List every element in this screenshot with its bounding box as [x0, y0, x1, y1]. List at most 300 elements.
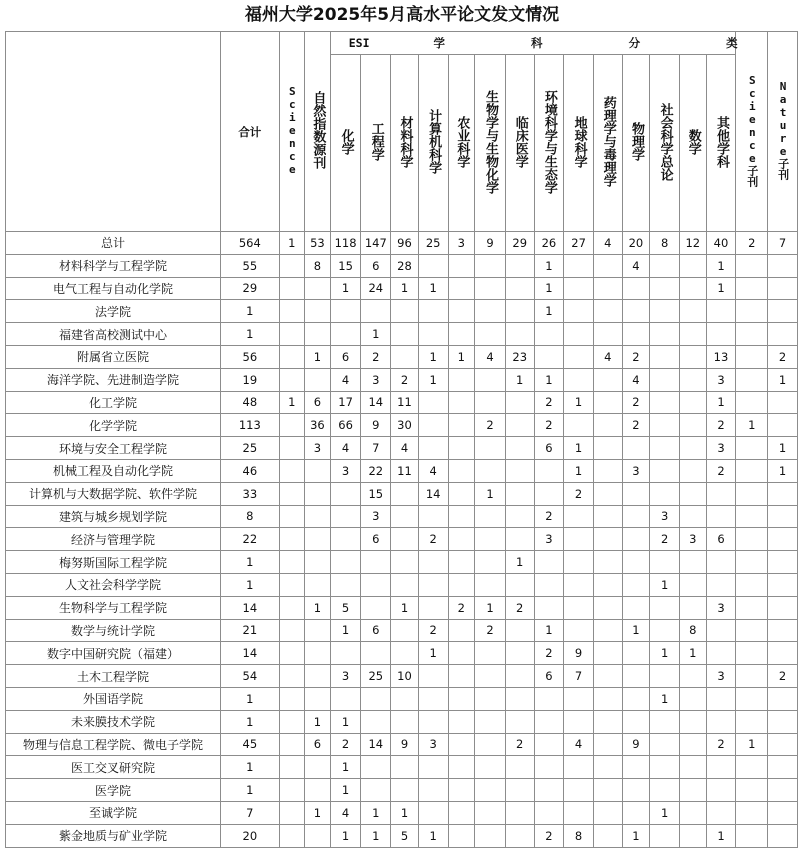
cell-value: 14 [361, 391, 391, 414]
cell-value: 1 [361, 824, 391, 847]
cell-value [622, 801, 650, 824]
cell-value [305, 300, 331, 323]
cell-value [593, 437, 622, 460]
cell-value [448, 528, 475, 551]
cell-value: 9 [361, 414, 391, 437]
cell-value [736, 824, 768, 847]
header-total: 合计 [221, 32, 279, 232]
cell-value: 4 [330, 801, 361, 824]
row-name: 至诚学院 [6, 801, 221, 824]
cell-value [279, 323, 305, 346]
cell-value [475, 756, 506, 779]
cell-value [622, 687, 650, 710]
cell-value [593, 642, 622, 665]
cell-value: 7 [361, 437, 391, 460]
cell-value: 8 [221, 505, 279, 528]
cell-value [650, 619, 680, 642]
cell-value [768, 551, 798, 574]
cell-value: 113 [221, 414, 279, 437]
table-row [6, 779, 798, 802]
cell-value [305, 665, 331, 688]
cell-value: 7 [768, 232, 798, 255]
table-row [6, 596, 798, 619]
table-row [6, 619, 798, 642]
header-nature-sub: Nature子刊 [768, 32, 798, 232]
cell-value: 53 [305, 232, 331, 255]
cell-value [768, 733, 798, 756]
cell-value [305, 528, 331, 551]
cell-value [505, 482, 534, 505]
cell-value [418, 505, 448, 528]
cell-value [706, 300, 736, 323]
row-name: 数字中国研究院（福建） [6, 642, 221, 665]
cell-value [622, 505, 650, 528]
cell-value [448, 391, 475, 414]
cell-value: 1 [279, 232, 305, 255]
table-row [6, 505, 798, 528]
cell-value: 1 [391, 801, 419, 824]
cell-value: 2 [706, 459, 736, 482]
cell-value: 1 [505, 551, 534, 574]
cell-value: 1 [361, 801, 391, 824]
cell-value [475, 368, 506, 391]
cell-value [475, 642, 506, 665]
cell-value [475, 323, 506, 346]
table-row [6, 528, 798, 551]
cell-value [679, 733, 706, 756]
cell-value [650, 414, 680, 437]
cell-value: 1 [221, 573, 279, 596]
cell-value: 1 [534, 619, 564, 642]
cell-value [361, 756, 391, 779]
cell-value: 2 [706, 733, 736, 756]
cell-value [361, 710, 391, 733]
cell-value [679, 505, 706, 528]
cell-value [768, 687, 798, 710]
cell-value: 1 [650, 801, 680, 824]
cell-value [391, 642, 419, 665]
cell-value [679, 459, 706, 482]
cell-value [622, 665, 650, 688]
esi-char-1: 学 [433, 36, 446, 50]
cell-value [564, 368, 594, 391]
row-name: 梅努斯国际工程学院 [6, 551, 221, 574]
cell-value [706, 482, 736, 505]
cell-value: 3 [706, 665, 736, 688]
cell-value: 6 [305, 391, 331, 414]
cell-value: 3 [330, 665, 361, 688]
cell-value [418, 391, 448, 414]
paper-stats-table [5, 31, 798, 848]
cell-value [679, 665, 706, 688]
cell-value [448, 368, 475, 391]
cell-value [768, 277, 798, 300]
cell-value [736, 665, 768, 688]
cell-value: 1 [534, 300, 564, 323]
row-name: 经济与管理学院 [6, 528, 221, 551]
cell-value [593, 687, 622, 710]
cell-value: 46 [221, 459, 279, 482]
cell-value [361, 573, 391, 596]
row-name: 计算机与大数据学院、软件学院 [6, 482, 221, 505]
cell-value [679, 391, 706, 414]
cell-value [679, 687, 706, 710]
cell-value: 1 [221, 300, 279, 323]
cell-value: 12 [679, 232, 706, 255]
cell-value: 2 [505, 733, 534, 756]
table-row [6, 756, 798, 779]
cell-value [593, 414, 622, 437]
cell-value: 1 [418, 345, 448, 368]
cell-value: 8 [564, 824, 594, 847]
cell-value: 1 [418, 642, 448, 665]
cell-value [330, 323, 361, 346]
cell-value [391, 687, 419, 710]
cell-value [768, 710, 798, 733]
cell-value: 4 [622, 254, 650, 277]
cell-value [593, 300, 622, 323]
cell-value [391, 710, 419, 733]
cell-value [448, 642, 475, 665]
cell-value [768, 642, 798, 665]
cell-value: 1 [679, 642, 706, 665]
header-esi-subject: 化学 [330, 55, 361, 232]
cell-value [475, 733, 506, 756]
cell-value: 6 [305, 733, 331, 756]
cell-value [475, 801, 506, 824]
header-esi-group [330, 32, 736, 55]
cell-value: 1 [564, 437, 594, 460]
cell-value: 9 [475, 232, 506, 255]
cell-value [706, 551, 736, 574]
cell-value [505, 619, 534, 642]
cell-value [448, 779, 475, 802]
row-name: 生物科学与工程学院 [6, 596, 221, 619]
cell-value: 1 [706, 254, 736, 277]
cell-value [622, 528, 650, 551]
table-row [6, 300, 798, 323]
cell-value [768, 779, 798, 802]
cell-value [650, 391, 680, 414]
cell-value [305, 277, 331, 300]
cell-value: 3 [330, 459, 361, 482]
header-esi-subject: 工程学 [361, 55, 391, 232]
row-name: 总计 [6, 232, 221, 255]
cell-value [564, 779, 594, 802]
cell-value: 10 [391, 665, 419, 688]
cell-value [448, 756, 475, 779]
cell-value [679, 573, 706, 596]
cell-value [305, 323, 331, 346]
cell-value [279, 368, 305, 391]
cell-value [475, 391, 506, 414]
cell-value [505, 277, 534, 300]
cell-value: 4 [330, 437, 361, 460]
table-row [6, 665, 798, 688]
cell-value [564, 414, 594, 437]
cell-value [305, 505, 331, 528]
cell-value [534, 779, 564, 802]
cell-value: 1 [768, 459, 798, 482]
cell-value [679, 254, 706, 277]
cell-value [448, 414, 475, 437]
cell-value [448, 665, 475, 688]
cell-value: 3 [534, 528, 564, 551]
cell-value: 14 [221, 596, 279, 619]
total-row [6, 232, 798, 255]
row-name: 附属省立医院 [6, 345, 221, 368]
cell-value [305, 642, 331, 665]
cell-value: 15 [361, 482, 391, 505]
cell-value: 15 [330, 254, 361, 277]
cell-value: 8 [305, 254, 331, 277]
cell-value: 1 [768, 368, 798, 391]
cell-value [448, 733, 475, 756]
cell-value: 1 [650, 687, 680, 710]
cell-value: 4 [418, 459, 448, 482]
cell-value [361, 642, 391, 665]
cell-value [475, 687, 506, 710]
cell-value [391, 323, 419, 346]
cell-value [505, 687, 534, 710]
cell-value [564, 254, 594, 277]
cell-value [475, 710, 506, 733]
row-name: 机械工程及自动化学院 [6, 459, 221, 482]
cell-value [448, 551, 475, 574]
cell-value: 2 [534, 642, 564, 665]
cell-value [505, 824, 534, 847]
cell-value: 5 [391, 824, 419, 847]
cell-value: 27 [564, 232, 594, 255]
cell-value: 6 [706, 528, 736, 551]
cell-value [593, 505, 622, 528]
cell-value: 564 [221, 232, 279, 255]
cell-value [534, 551, 564, 574]
cell-value: 2 [706, 414, 736, 437]
cell-value [768, 505, 798, 528]
cell-value [679, 824, 706, 847]
cell-value [505, 391, 534, 414]
row-name: 化学学院 [6, 414, 221, 437]
cell-value [593, 254, 622, 277]
cell-value: 5 [330, 596, 361, 619]
cell-value [418, 779, 448, 802]
cell-value [418, 254, 448, 277]
cell-value [593, 277, 622, 300]
cell-value [505, 801, 534, 824]
cell-value: 3 [361, 368, 391, 391]
row-name: 福建省高校测试中心 [6, 323, 221, 346]
esi-char-2: 科 [531, 36, 543, 50]
cell-value [768, 391, 798, 414]
cell-value [475, 277, 506, 300]
cell-value [736, 459, 768, 482]
cell-value: 1 [361, 323, 391, 346]
cell-value [593, 756, 622, 779]
cell-value [391, 551, 419, 574]
cell-value [736, 573, 768, 596]
table-body [6, 232, 798, 848]
cell-value [475, 254, 506, 277]
cell-value [361, 551, 391, 574]
header-esi-subject: 农业科学 [448, 55, 475, 232]
cell-value: 1 [706, 824, 736, 847]
cell-value [564, 551, 594, 574]
cell-value: 96 [391, 232, 419, 255]
cell-value: 1 [305, 710, 331, 733]
table-row [6, 459, 798, 482]
cell-value: 30 [391, 414, 419, 437]
cell-value: 6 [534, 437, 564, 460]
cell-value [593, 368, 622, 391]
cell-value: 1 [221, 779, 279, 802]
header-esi-subject: 临床医学 [505, 55, 534, 232]
cell-value [679, 437, 706, 460]
cell-value: 9 [391, 733, 419, 756]
cell-value [279, 345, 305, 368]
cell-value [622, 277, 650, 300]
cell-value: 1 [279, 391, 305, 414]
cell-value [475, 437, 506, 460]
cell-value [736, 619, 768, 642]
header-science: Science [279, 32, 305, 232]
cell-value [418, 551, 448, 574]
cell-value: 20 [622, 232, 650, 255]
cell-value [679, 277, 706, 300]
cell-value [505, 528, 534, 551]
cell-value: 33 [221, 482, 279, 505]
cell-value [706, 642, 736, 665]
cell-value [650, 437, 680, 460]
cell-value [391, 505, 419, 528]
cell-value: 2 [622, 345, 650, 368]
cell-value: 7 [221, 801, 279, 824]
cell-value: 1 [330, 710, 361, 733]
cell-value [593, 573, 622, 596]
cell-value [736, 801, 768, 824]
cell-value: 1 [736, 733, 768, 756]
cell-value [448, 254, 475, 277]
cell-value: 17 [330, 391, 361, 414]
cell-value [475, 528, 506, 551]
cell-value [564, 596, 594, 619]
cell-value: 19 [221, 368, 279, 391]
cell-value: 2 [418, 528, 448, 551]
cell-value [305, 756, 331, 779]
row-name: 人文社会科学学院 [6, 573, 221, 596]
table-row [6, 323, 798, 346]
cell-value: 1 [418, 277, 448, 300]
cell-value [279, 824, 305, 847]
cell-value [448, 801, 475, 824]
cell-value [622, 573, 650, 596]
cell-value [279, 642, 305, 665]
cell-value [650, 551, 680, 574]
cell-value: 6 [361, 528, 391, 551]
table-row [6, 573, 798, 596]
cell-value [330, 300, 361, 323]
cell-value: 55 [221, 254, 279, 277]
cell-value [505, 414, 534, 437]
cell-value: 1 [448, 345, 475, 368]
cell-value: 1 [221, 710, 279, 733]
cell-value [622, 642, 650, 665]
cell-value [448, 505, 475, 528]
cell-value [305, 368, 331, 391]
row-name: 土木工程学院 [6, 665, 221, 688]
cell-value: 4 [330, 368, 361, 391]
cell-value: 2 [534, 414, 564, 437]
table-row [6, 254, 798, 277]
cell-value [736, 505, 768, 528]
cell-value [768, 300, 798, 323]
cell-value: 1 [736, 414, 768, 437]
cell-value [305, 459, 331, 482]
page-title: 福州大学2025年5月高水平论文发文情况 [244, 5, 560, 25]
cell-value: 2 [622, 391, 650, 414]
table-row [6, 642, 798, 665]
cell-value: 2 [534, 824, 564, 847]
cell-value [679, 482, 706, 505]
esi-char-3: 分 [628, 36, 641, 50]
cell-value [593, 665, 622, 688]
cell-value [534, 596, 564, 619]
cell-value: 7 [564, 665, 594, 688]
cell-value: 1 [475, 482, 506, 505]
table-row [6, 391, 798, 414]
cell-value [505, 459, 534, 482]
cell-value [736, 437, 768, 460]
cell-value [279, 482, 305, 505]
row-name: 外国语学院 [6, 687, 221, 710]
table-row [6, 687, 798, 710]
cell-value [279, 528, 305, 551]
row-name: 数学与统计学院 [6, 619, 221, 642]
cell-value [768, 756, 798, 779]
cell-value [736, 391, 768, 414]
row-name: 物理与信息工程学院、微电子学院 [6, 733, 221, 756]
row-name: 医工交叉研究院 [6, 756, 221, 779]
cell-value: 1 [391, 596, 419, 619]
header-esi-subject: 地球科学 [564, 55, 594, 232]
cell-value [768, 414, 798, 437]
cell-value: 1 [305, 345, 331, 368]
cell-value [505, 300, 534, 323]
cell-value [391, 619, 419, 642]
header-esi-subject: 物理学 [622, 55, 650, 232]
cell-value [622, 779, 650, 802]
cell-value [650, 323, 680, 346]
cell-value: 1 [622, 824, 650, 847]
cell-value [593, 596, 622, 619]
cell-value [736, 323, 768, 346]
cell-value: 3 [361, 505, 391, 528]
cell-value [593, 801, 622, 824]
cell-value: 22 [221, 528, 279, 551]
cell-value [593, 482, 622, 505]
cell-value [736, 756, 768, 779]
cell-value: 14 [418, 482, 448, 505]
cell-value [305, 687, 331, 710]
row-name: 化工学院 [6, 391, 221, 414]
cell-value: 28 [391, 254, 419, 277]
cell-value [768, 573, 798, 596]
table-row [6, 482, 798, 505]
cell-value [679, 710, 706, 733]
esi-char-4: 类 [726, 36, 738, 50]
cell-value [650, 254, 680, 277]
cell-value [361, 687, 391, 710]
